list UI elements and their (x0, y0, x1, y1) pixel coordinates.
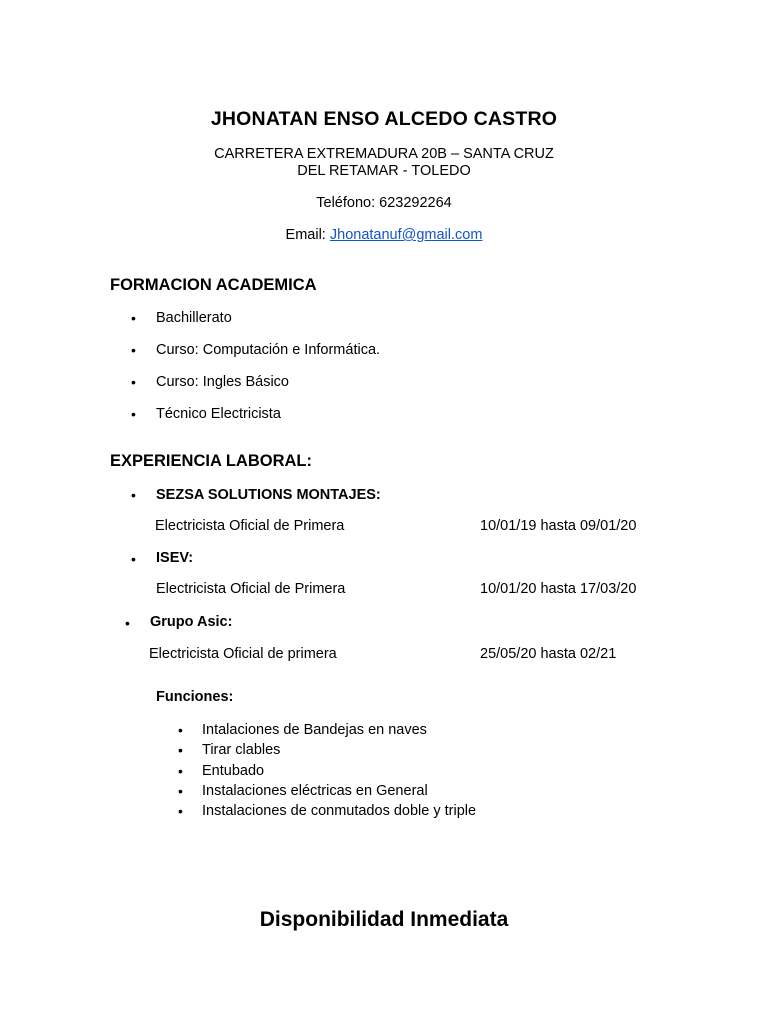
bullet-icon: • (178, 803, 183, 819)
job-role: Electricista Oficial de Primera (156, 581, 346, 597)
job-role: Electricista Oficial de primera (149, 646, 337, 662)
address (0, 146, 768, 180)
education-item: Curso: Ingles Básico (156, 374, 289, 390)
job-company: Grupo Asic: (150, 614, 233, 630)
functions-heading: Funciones: (156, 689, 234, 705)
email-label: Email: (285, 227, 326, 243)
job-role: Electricista Oficial de Primera (155, 518, 345, 534)
bullet-icon: • (131, 487, 136, 503)
job-company: SEZSA SOLUTIONS MONTAJES: (156, 487, 381, 503)
education-item: Técnico Electricista (156, 406, 281, 422)
bullet-icon: • (178, 742, 183, 758)
bullet-icon: • (131, 551, 136, 567)
bullet-icon: • (131, 374, 136, 390)
job-company: ISEV: (156, 550, 194, 566)
function-item: Tirar clables (202, 742, 281, 758)
function-item: Instalaciones de conmutados doble y triple (202, 803, 477, 819)
experience-heading: EXPERIENCIA LABORAL: (110, 452, 312, 470)
bullet-icon: • (131, 406, 136, 422)
address-line-1: CARRETERA EXTREMADURA 20B – SANTA CRUZ (214, 146, 554, 162)
phone-number: 623292264 (379, 195, 452, 211)
bullet-icon: • (178, 763, 183, 779)
address-line-2: DEL RETAMAR - TOLEDO (297, 163, 471, 179)
phone-line (0, 195, 768, 211)
function-item: Instalaciones eléctricas en General (202, 783, 428, 799)
bullet-icon: • (131, 310, 136, 326)
job-dates: 10/01/20 hasta 17/03/20 (480, 581, 637, 597)
bullet-icon: • (131, 342, 136, 358)
education-item: Curso: Computación e Informática. (156, 342, 381, 358)
email-line (0, 227, 768, 243)
function-item: Intalaciones de Bandejas en naves (202, 722, 427, 738)
bullet-icon: • (178, 722, 183, 738)
education-heading: FORMACION ACADEMICA (110, 276, 317, 294)
job-dates: 10/01/19 hasta 09/01/20 (480, 518, 637, 534)
candidate-name: JHONATAN ENSO ALCEDO CASTRO (210, 108, 558, 130)
job-dates: 25/05/20 hasta 02/21 (480, 646, 617, 662)
email-link[interactable]: Jhonatanuf@gmail.com (329, 227, 483, 243)
phone-label: Teléfono: (316, 195, 376, 211)
availability-note: Disponibilidad Inmediata (259, 908, 509, 931)
bullet-icon: • (125, 615, 130, 631)
function-item: Entubado (202, 763, 265, 779)
education-item: Bachillerato (156, 310, 232, 326)
bullet-icon: • (178, 783, 183, 799)
